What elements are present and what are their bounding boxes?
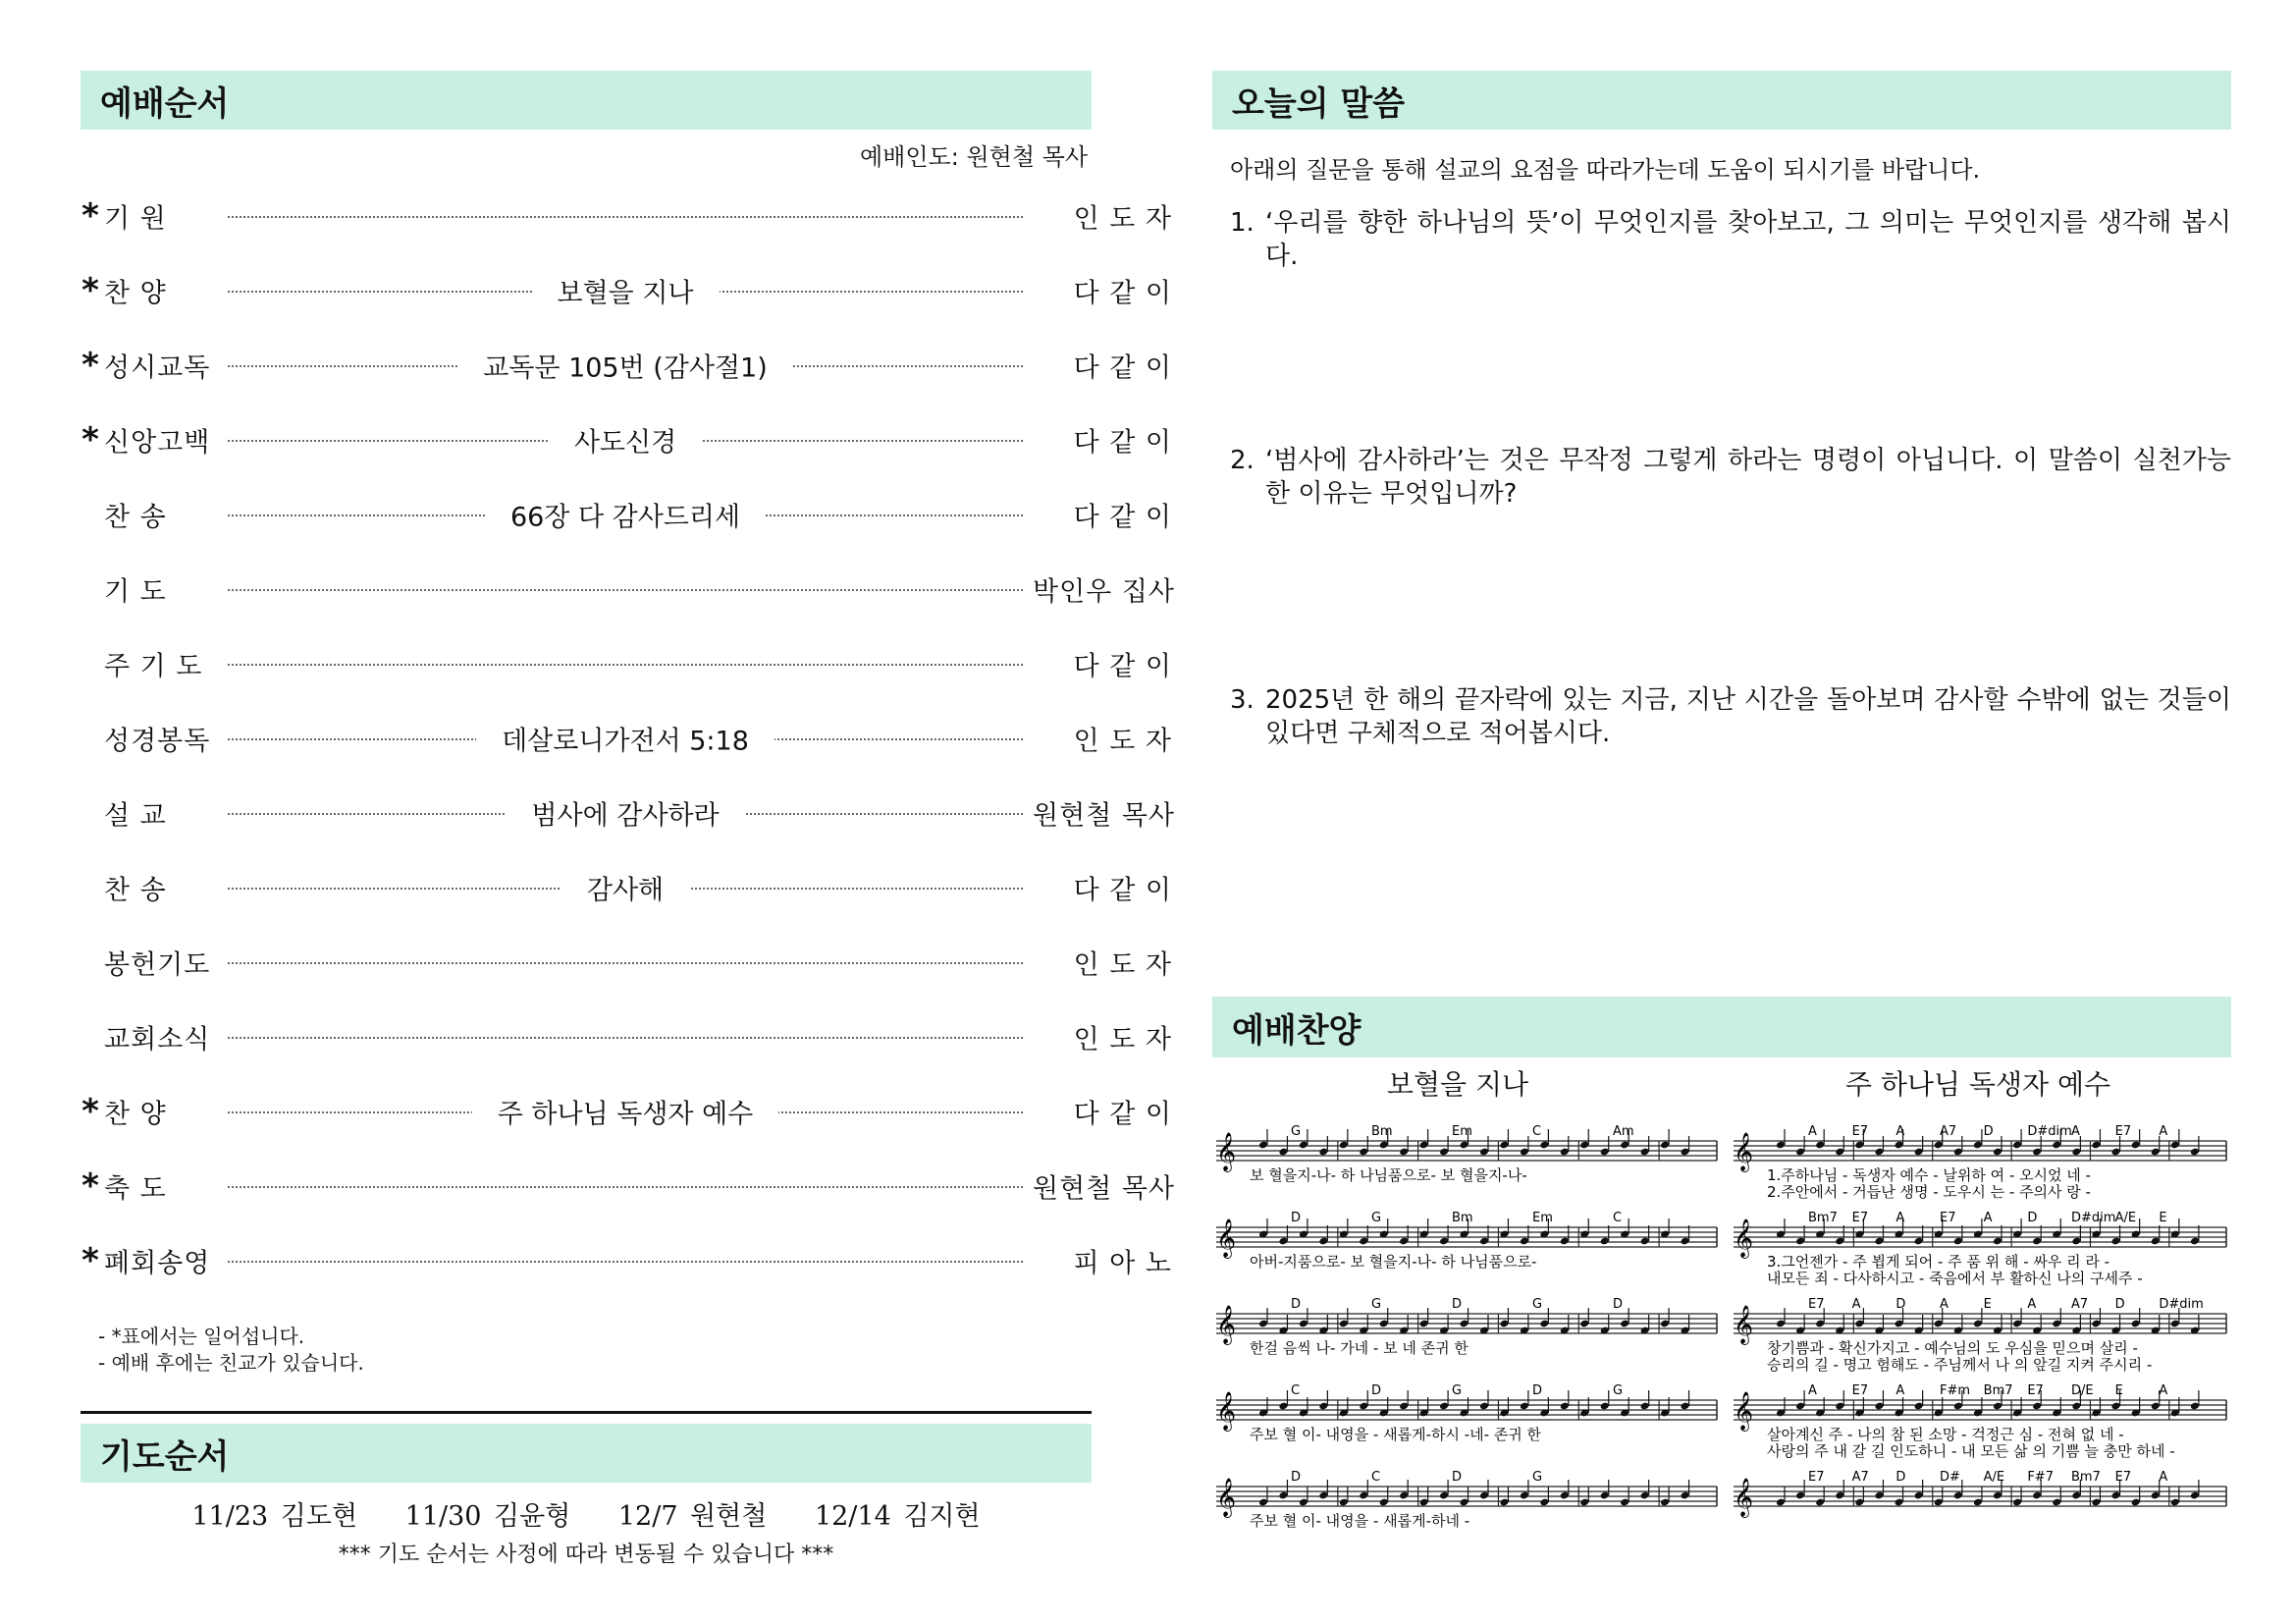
treble-clef-icon: 𝄞 bbox=[1734, 1132, 1754, 1171]
chord-symbol: E7 bbox=[2114, 1470, 2132, 1485]
chord-symbol: Em bbox=[1532, 1211, 1553, 1225]
order-label: 교회소식 bbox=[104, 1024, 211, 1056]
prayer-order-title: 기도순서 bbox=[100, 1436, 230, 1477]
order-content-wrap bbox=[228, 347, 1023, 385]
order-content-wrap bbox=[228, 794, 1023, 833]
staff-system bbox=[1216, 1297, 1717, 1357]
service-leader: 예배인도: 원현철 목사 bbox=[860, 143, 1088, 171]
chord-symbol: D#dim bbox=[2071, 1211, 2116, 1225]
sheet-music-song-2 bbox=[1730, 1119, 2232, 1581]
order-label: 설 교 bbox=[104, 800, 167, 832]
order-row bbox=[80, 552, 1175, 626]
chord-symbol: G bbox=[1532, 1297, 1543, 1312]
standing-marker: * bbox=[81, 271, 99, 310]
order-person: 인 도 자 bbox=[1073, 1024, 1172, 1056]
song-title: 주 하나님 독생자 예수 bbox=[1844, 1068, 2111, 1101]
order-person: 인 도 자 bbox=[1073, 949, 1172, 981]
order-label: 찬 송 bbox=[104, 875, 167, 906]
order-person: 원현철 목사 bbox=[1033, 800, 1175, 832]
treble-clef-icon: 𝄞 bbox=[1734, 1305, 1754, 1344]
staff-system bbox=[1734, 1211, 2226, 1287]
prayer-date: 11/23 김도현 bbox=[191, 1501, 358, 1532]
question-text: 2025년 한 해의 끝자락에 있는 지금, 지난 시간을 돌아보며 감사할 수밖에 없는 것들이 있다면 구체적으로 적어봅시다. bbox=[1265, 685, 2231, 748]
chord-symbol: C bbox=[1291, 1383, 1301, 1398]
order-label: 성시교독 bbox=[104, 352, 211, 384]
chord-symbol: D bbox=[1896, 1297, 1906, 1312]
order-row bbox=[80, 1149, 1175, 1223]
chord-symbol: D bbox=[1291, 1211, 1302, 1225]
chord-symbol: A bbox=[1896, 1124, 1905, 1139]
chord-symbol: A bbox=[1940, 1297, 1949, 1312]
chord-symbol: E7 bbox=[1940, 1211, 1956, 1225]
prayer-date: 12/7 원현철 bbox=[617, 1501, 768, 1532]
chord-symbol: A7 bbox=[1851, 1470, 1869, 1485]
dotted-leader bbox=[228, 1037, 1023, 1039]
order-label: 축 도 bbox=[104, 1173, 167, 1205]
chord-symbol: A bbox=[1896, 1383, 1905, 1398]
standing-marker: * bbox=[81, 1166, 99, 1206]
chord-symbol: D bbox=[1983, 1124, 1994, 1139]
chord-symbol: D bbox=[1291, 1470, 1302, 1485]
chord-symbol: D bbox=[1371, 1383, 1382, 1398]
chord-symbol: A bbox=[1808, 1124, 1817, 1139]
order-row bbox=[80, 1000, 1172, 1074]
prayer-date: 12/14 김지현 bbox=[814, 1501, 981, 1532]
chord-symbol: G bbox=[1371, 1211, 1382, 1225]
todays-word-title: 오늘의 말씀 bbox=[1232, 83, 1406, 124]
song-title: 보혈을 지나 bbox=[1386, 1068, 1529, 1101]
staff-system bbox=[1216, 1383, 1717, 1443]
chord-symbol: G bbox=[1291, 1124, 1302, 1139]
prayer-date: 11/30 김윤형 bbox=[404, 1501, 571, 1532]
prayer-order-header bbox=[80, 1424, 1092, 1483]
order-person: 인 도 자 bbox=[1073, 726, 1172, 757]
chord-symbol: D bbox=[1532, 1383, 1543, 1398]
chord-symbol: E7 bbox=[1851, 1211, 1869, 1225]
chord-symbol: F#m bbox=[1940, 1383, 1971, 1398]
order-row bbox=[80, 328, 1172, 403]
chord-symbol: A bbox=[1983, 1211, 1993, 1225]
todays-word-header bbox=[1212, 71, 2231, 130]
lyric-line: 창기쁨과 - 확신가지고 - 예수님의 도 우심을 믿으며 살리 - bbox=[1767, 1339, 2138, 1357]
lyric-line: 한걸 음씩 나- 가네 - 보 네 존귀 한 bbox=[1250, 1339, 1468, 1357]
lyric-line: 아버-지품으로- 보 혈을지-나- 하 나님품으로- bbox=[1250, 1253, 1537, 1271]
treble-clef-icon: 𝄞 bbox=[1216, 1218, 1237, 1258]
standing-marker: * bbox=[81, 1241, 99, 1280]
order-label: 폐회송영 bbox=[104, 1248, 211, 1279]
chord-symbol: E bbox=[2114, 1383, 2123, 1398]
order-content: 감사해 bbox=[561, 876, 689, 906]
treble-clef-icon: 𝄞 bbox=[1216, 1391, 1237, 1431]
chord-symbol: F#7 bbox=[2027, 1470, 2054, 1485]
chord-symbol: Bm bbox=[1371, 1124, 1393, 1139]
order-content-wrap bbox=[228, 720, 1023, 758]
order-content-wrap bbox=[228, 496, 1023, 534]
worship-songs-title: 예배찬양 bbox=[1232, 1010, 1362, 1051]
question-3 bbox=[1230, 683, 2231, 750]
chord-symbol: G bbox=[1613, 1383, 1624, 1398]
chord-symbol: Bm bbox=[1452, 1211, 1473, 1225]
worship-order-header bbox=[80, 71, 1092, 130]
chord-symbol: A bbox=[1808, 1383, 1817, 1398]
standing-marker: * bbox=[81, 1092, 99, 1131]
order-label: 찬 양 bbox=[104, 278, 167, 309]
order-content: 범사에 감사하라 bbox=[506, 801, 744, 832]
chord-symbol: A bbox=[1896, 1211, 1905, 1225]
chord-symbol: C bbox=[1613, 1211, 1623, 1225]
treble-clef-icon: 𝄞 bbox=[1734, 1391, 1754, 1431]
staff-system bbox=[1734, 1297, 2226, 1374]
lyric-line: 내모든 죄 - 다사하시고 - 죽음에서 부 활하신 나의 구세주 - bbox=[1767, 1270, 2143, 1287]
order-row bbox=[80, 477, 1172, 552]
chord-symbol: E7 bbox=[1851, 1124, 1869, 1139]
chord-symbol: C bbox=[1371, 1470, 1381, 1485]
dotted-leader bbox=[228, 1261, 1023, 1263]
order-label: 찬 송 bbox=[104, 502, 167, 533]
section-divider bbox=[80, 1411, 1092, 1414]
staff-system bbox=[1216, 1211, 1717, 1271]
order-row bbox=[80, 1074, 1172, 1149]
chord-symbol: A bbox=[1851, 1297, 1861, 1312]
staff-system bbox=[1734, 1124, 2226, 1201]
order-label: 기 원 bbox=[104, 203, 167, 235]
order-content-wrap bbox=[228, 421, 1023, 460]
staff-system bbox=[1734, 1383, 2226, 1460]
chord-symbol: G bbox=[1371, 1297, 1382, 1312]
treble-clef-icon: 𝄞 bbox=[1216, 1305, 1237, 1344]
chord-symbol: G bbox=[1452, 1383, 1463, 1398]
standing-marker: * bbox=[81, 420, 99, 460]
chord-symbol: D#dim bbox=[2027, 1124, 2072, 1139]
order-content-wrap bbox=[228, 1093, 1023, 1131]
chord-symbol: D bbox=[1452, 1297, 1463, 1312]
chord-symbol: D bbox=[2114, 1297, 2125, 1312]
note-line: - *표에서는 일어섭니다. bbox=[98, 1325, 305, 1348]
chord-symbol: D bbox=[1291, 1297, 1302, 1312]
chord-symbol: D bbox=[1896, 1470, 1906, 1485]
treble-clef-icon: 𝄞 bbox=[1734, 1478, 1754, 1517]
chord-symbol: A/E bbox=[2114, 1211, 2137, 1225]
chord-symbol: A7 bbox=[1940, 1124, 1957, 1139]
order-label: 찬 양 bbox=[104, 1099, 167, 1130]
order-content-wrap bbox=[228, 869, 1023, 907]
chord-symbol: D bbox=[1613, 1297, 1624, 1312]
chord-symbol: A bbox=[2027, 1297, 2037, 1312]
sheet-music-song-1 bbox=[1212, 1119, 1723, 1581]
chord-symbol: A7 bbox=[2071, 1297, 2089, 1312]
order-row bbox=[80, 626, 1172, 701]
worship-songs-header bbox=[1212, 997, 2231, 1057]
standing-marker: * bbox=[81, 346, 99, 385]
order-label: 신앙고백 bbox=[104, 427, 211, 459]
question-number: 1. bbox=[1230, 208, 1255, 238]
order-person: 다 같 이 bbox=[1073, 1099, 1172, 1130]
order-person: 원현철 목사 bbox=[1033, 1173, 1175, 1205]
chord-symbol: Bm7 bbox=[1808, 1211, 1838, 1225]
chord-symbol: G bbox=[1532, 1470, 1543, 1485]
order-row bbox=[80, 850, 1172, 925]
chord-symbol: A bbox=[2071, 1124, 2080, 1139]
order-content: 주 하나님 독생자 예수 bbox=[472, 1100, 779, 1130]
order-content: 사도신경 bbox=[549, 428, 702, 459]
order-content-wrap bbox=[228, 272, 1023, 310]
chord-symbol: D#dim bbox=[2159, 1297, 2204, 1312]
staff-system bbox=[1734, 1470, 2226, 1518]
order-person: 박인우 집사 bbox=[1033, 576, 1175, 608]
chord-symbol: E7 bbox=[1808, 1297, 1825, 1312]
chord-symbol: A bbox=[2159, 1383, 2168, 1398]
chord-symbol: C bbox=[1532, 1124, 1542, 1139]
prayer-note: *** 기도 순서는 사정에 따라 변동될 수 있습니다 *** bbox=[338, 1543, 834, 1567]
chord-symbol: E7 bbox=[1808, 1470, 1825, 1485]
question-text: ‘범사에 감사하라’는 것은 무작정 그렇게 하라는 명령이 아닙니다. 이 말씀이 실천가능한 이유는 무엇입니까? bbox=[1265, 446, 2231, 509]
lyric-line: 2.주안에서 - 거듭난 생명 - 도우시 는 - 주의사 랑 - bbox=[1767, 1183, 2091, 1201]
order-person: 인 도 자 bbox=[1073, 203, 1172, 235]
worship-order-list bbox=[80, 179, 1175, 1298]
order-row bbox=[80, 925, 1172, 1000]
todays-word-intro: 아래의 질문을 통해 설교의 요점을 따라가는데 도움이 되시기를 바랍니다. bbox=[1230, 156, 1981, 184]
order-row bbox=[80, 701, 1172, 776]
order-person: 다 같 이 bbox=[1073, 278, 1172, 309]
note-line: - 예배 후에는 친교가 있습니다. bbox=[98, 1351, 364, 1375]
chord-symbol: Bm7 bbox=[2071, 1470, 2101, 1485]
order-row bbox=[80, 403, 1172, 477]
order-content: 데살로니가전서 5:18 bbox=[476, 727, 774, 757]
order-label: 기 도 bbox=[104, 576, 167, 608]
worship-order-title: 예배순서 bbox=[100, 83, 230, 124]
question-2 bbox=[1230, 444, 2231, 511]
question-number: 2. bbox=[1230, 446, 1255, 475]
order-row bbox=[80, 253, 1172, 328]
lyric-line: 보 혈을지-나- 하 나님품으로- 보 혈을지-나- bbox=[1250, 1166, 1527, 1184]
lyric-line: 주보 혈 이- 내영을 - 새롭게-하시 -네- 존귀 한 bbox=[1250, 1426, 1542, 1443]
chord-symbol: E bbox=[2159, 1211, 2167, 1225]
chord-symbol: E7 bbox=[2027, 1383, 2044, 1398]
treble-clef-icon: 𝄞 bbox=[1216, 1478, 1237, 1517]
order-person: 다 같 이 bbox=[1073, 352, 1172, 384]
chord-symbol: Em bbox=[1452, 1124, 1472, 1139]
question-text: ‘우리를 향한 하나님의 뜻’이 무엇인지를 찾아보고, 그 의미는 무엇인지를 생각해 봅시다. bbox=[1265, 208, 2231, 271]
lyric-line: 1.주하나님 - 독생자 예수 - 날위하 여 - 오시었 네 - bbox=[1767, 1166, 2091, 1184]
chord-symbol: Bm7 bbox=[1983, 1383, 2013, 1398]
lyric-line: 3.그언젠가 - 주 뵙게 되어 - 주 품 위 해 - 싸우 리 라 - bbox=[1767, 1253, 2110, 1271]
dotted-leader bbox=[228, 1186, 1023, 1188]
chord-symbol: A bbox=[2159, 1124, 2168, 1139]
worship-notes bbox=[98, 1324, 364, 1377]
question-1 bbox=[1230, 206, 2231, 273]
dotted-leader bbox=[228, 962, 1023, 964]
chord-symbol: D/E bbox=[2071, 1383, 2094, 1398]
order-content: 66장 다 감사드리세 bbox=[485, 503, 766, 533]
order-person: 다 같 이 bbox=[1073, 875, 1172, 906]
order-person: 다 같 이 bbox=[1073, 427, 1172, 459]
dotted-leader bbox=[228, 589, 1023, 591]
order-row bbox=[80, 179, 1172, 253]
chord-symbol: Am bbox=[1613, 1124, 1634, 1139]
order-person: 피 아 노 bbox=[1073, 1248, 1172, 1279]
chord-symbol: E7 bbox=[2114, 1124, 2132, 1139]
treble-clef-icon: 𝄞 bbox=[1734, 1218, 1754, 1258]
chord-symbol: D bbox=[2027, 1211, 2038, 1225]
order-content: 교독문 105번 (감사절1) bbox=[457, 353, 793, 384]
order-person: 다 같 이 bbox=[1073, 651, 1172, 682]
order-row bbox=[80, 776, 1175, 850]
order-label: 성경봉독 bbox=[104, 726, 211, 757]
treble-clef-icon: 𝄞 bbox=[1216, 1132, 1237, 1171]
chord-symbol: E bbox=[1983, 1297, 1992, 1312]
chord-symbol: D# bbox=[1940, 1470, 1960, 1485]
dotted-leader bbox=[228, 216, 1023, 218]
lyric-line: 주보 혈 이- 내영을 - 새롭게-하네 - bbox=[1250, 1512, 1470, 1530]
chord-symbol: E7 bbox=[1851, 1383, 1869, 1398]
staff-system bbox=[1216, 1124, 1717, 1184]
order-row bbox=[80, 1223, 1172, 1298]
dotted-leader bbox=[228, 664, 1023, 666]
order-person: 다 같 이 bbox=[1073, 502, 1172, 533]
chord-symbol: D bbox=[1452, 1470, 1463, 1485]
prayer-schedule bbox=[80, 1494, 1092, 1533]
order-label: 봉헌기도 bbox=[104, 949, 211, 981]
lyric-line: 승리의 길 - 명고 험해도 - 주님께서 나 의 앞길 지켜 주시리 - bbox=[1767, 1356, 2153, 1374]
lyric-line: 사랑의 주 내 갈 길 인도하니 - 내 모든 삶 의 기쁨 늘 충만 하네 - bbox=[1767, 1442, 2175, 1460]
question-number: 3. bbox=[1230, 685, 1255, 715]
chord-symbol: A/E bbox=[1983, 1470, 2005, 1485]
order-label: 주 기 도 bbox=[104, 651, 203, 682]
staff-system bbox=[1216, 1470, 1717, 1530]
lyric-line: 살아계신 주 - 나의 참 된 소망 - 걱정근 심 - 전혀 없 네 - bbox=[1767, 1426, 2124, 1443]
chord-symbol: A bbox=[2159, 1470, 2168, 1485]
order-content: 보혈을 지나 bbox=[532, 279, 720, 309]
standing-marker: * bbox=[81, 196, 99, 236]
